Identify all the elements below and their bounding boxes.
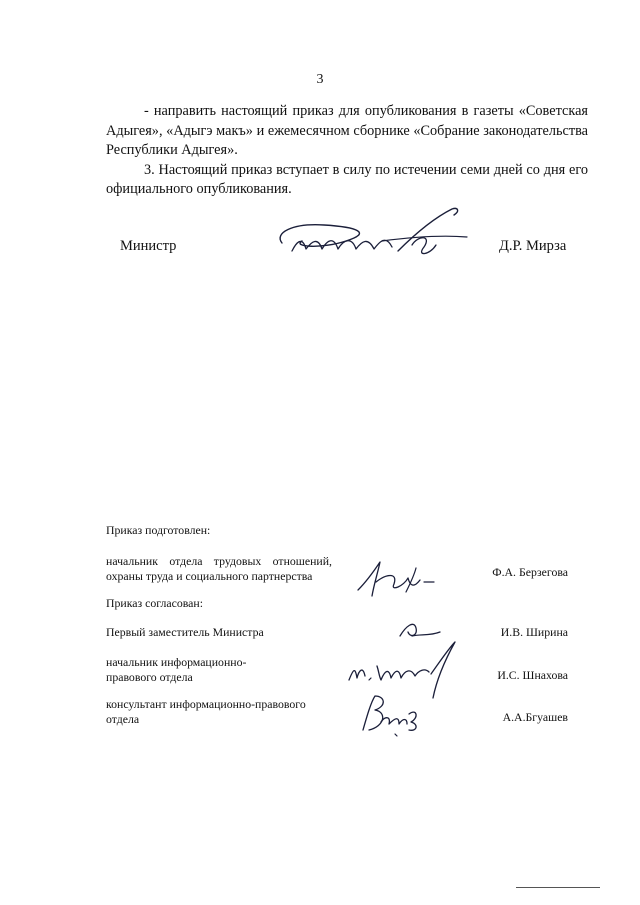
prepared-heading: Приказ подготовлен: — [106, 523, 211, 537]
approver-name: И.С. Шнахова — [497, 668, 568, 682]
bguashev-signature — [355, 690, 425, 738]
prepared-position: начальник отдела трудовых отношений, охраны труда и социального партнерства — [106, 554, 332, 583]
footer-divider — [516, 887, 600, 888]
page-number: 3 — [316, 72, 324, 87]
minister-title: Министр — [120, 238, 177, 254]
approver-name: А.А.Бгуашев — [502, 710, 568, 724]
agreed-heading: Приказ согласован: — [106, 596, 204, 610]
order-body-text — [106, 102, 588, 200]
approver-position: начальник информационно-правового отдела — [106, 655, 247, 684]
publication-paragraph: - направить настоящий приказ для опубликования в газеты «Советская Адыгея», «Адыгэ макъ» и ежемесячном сборнике «Собрание законодательства Республики Адыгея». — [106, 103, 588, 158]
prepared-name: Ф.А. Берзегова — [492, 565, 568, 579]
approver-position: консультант информационно-правового отдела — [106, 697, 306, 726]
berzegova-signature — [350, 556, 445, 601]
minister-signature — [262, 205, 472, 265]
approver-position: Первый заместитель Министра — [106, 625, 264, 639]
approver-name: И.В. Ширина — [500, 625, 568, 639]
minister-name: Д.Р. Мирза — [499, 238, 567, 254]
effective-date-paragraph: 3. Настоящий приказ вступает в силу по истечении семи дней со дня его официального опубликования. — [106, 161, 588, 197]
